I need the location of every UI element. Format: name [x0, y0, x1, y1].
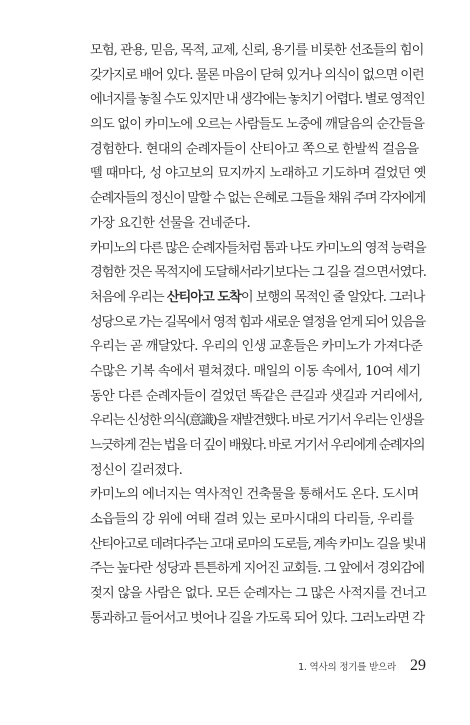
running-head: 1. 역사의 정기를 받으라: [298, 662, 396, 673]
text-segment: 정신이 길러졌다.: [90, 462, 183, 478]
text-line: [90, 582, 426, 607]
text-line: [90, 335, 426, 360]
text-line: [90, 237, 426, 262]
text-line: [90, 88, 426, 113]
text-segment: 우리는 곧 깨달았다. 우리의 인생 교훈들은 카미노가 가져다준: [90, 339, 423, 355]
text-line: [90, 385, 426, 410]
text-segment: 소읍들의 강 위에 여태 걸려 있는 로마시대의 다리들, 우리를: [90, 512, 414, 528]
text-segment: 젖지 않을 사람은 없다. 모든 순례자는 그 많은 사적지를 건너고: [90, 586, 426, 602]
text-line: [90, 533, 426, 558]
text-segment: 뗄 때마다, 성 야고보의 묘지까지 노래하고 기도하며 걸었던 옛: [90, 166, 426, 182]
text-line: [90, 187, 426, 212]
text-segment: 카미노의 에너지는 역사적인 건축물을 통해서도 온다. 도시며: [90, 487, 419, 503]
text-line: [90, 311, 426, 336]
text-line: [90, 162, 426, 187]
text-line: [90, 261, 426, 286]
text-line: [90, 64, 426, 89]
text-segment: 모험, 관용, 믿음, 목적, 교제, 신뢰, 용기를 비롯한 선조들의 힘이: [90, 43, 424, 58]
text-segment: 산티아고로 데려다주는 고대 로마의 도로들, 계속 카미노 길을 빛내: [90, 536, 425, 552]
text-line: [90, 607, 426, 632]
text-line: [90, 286, 426, 311]
text-line: [90, 39, 426, 64]
text-line: [90, 212, 426, 237]
text-segment: 우리는 신성한 의식(意識)을 재발견했다. 바로 거기서 우리는 인생을: [90, 413, 424, 429]
text-segment: 경험한 것은 목적지에 도달해서라기보다는 그 길을 걸으면서였다.: [90, 265, 426, 281]
text-line: [90, 138, 426, 163]
text-segment: 주는 높다란 성당과 튼튼하게 지어진 교회들. 그 앞에서 경외감에: [90, 561, 424, 577]
text-segment: 느긋하게 걷는 법을 더 깊이 배웠다. 바로 거기서 우리에게 순례자의: [90, 438, 425, 453]
text-segment: 처음에 우리는: [90, 289, 167, 305]
text-segment: 순례자들의 정신이 말할 수 없는 은혜로 그들을 채워 주며 각자에게: [90, 191, 425, 207]
text-line: [90, 434, 426, 459]
text-segment: 갖가지로 배어 있다. 물론 마음이 닫혀 있거나 의식이 없으면 이런: [90, 67, 424, 83]
body-text: [90, 39, 426, 632]
text-segment: 수많은 기복 속에서 펼쳐졌다. 매일의 이동 속에서, 10여 세기: [90, 363, 421, 379]
text-line: [90, 113, 426, 138]
text-segment: 에너지를 놓칠 수도 있지만 내 생각에는 놓치기 어렵다. 별로 영적인: [90, 92, 425, 108]
text-line: [90, 508, 426, 533]
text-segment: 성당으로 가는 길목에서 영적 힘과 새로운 열정을 얻게 되어 있음을: [90, 314, 425, 330]
text-line: [90, 360, 426, 385]
text-segment: 의도 없이 카미노에 오르는 사람들도 노중에 깨달음의 순간들을: [90, 117, 425, 133]
text-line: [90, 459, 426, 484]
page-footer: [0, 657, 426, 687]
bold-text-segment: 산티아고 도착: [166, 289, 241, 305]
text-segment: 카미노의 다른 많은 순례자들처럼 톰과 나도 카미노의 영적 능력을: [90, 240, 426, 256]
text-segment: 가장 요긴한 선물을 건네준다.: [90, 215, 251, 231]
text-segment: 통과하고 들어서고 벗어나 길을 가도록 되어 있다. 그러노라면 각: [90, 610, 424, 626]
text-segment: 동안 다른 순례자들이 걸었던 똑같은 큰길과 샛길과 거리에서,: [90, 388, 423, 404]
text-segment: 이 보행의 목적인 줄 알았다. 그러나: [240, 289, 425, 305]
text-segment: 경험한다. 현대의 순례자들이 산티아고 쪽으로 한발씩 걸음을: [90, 141, 419, 157]
page-number: 29: [410, 657, 426, 674]
text-line: [90, 409, 426, 434]
text-line: [90, 557, 426, 582]
text-line: [90, 483, 426, 508]
